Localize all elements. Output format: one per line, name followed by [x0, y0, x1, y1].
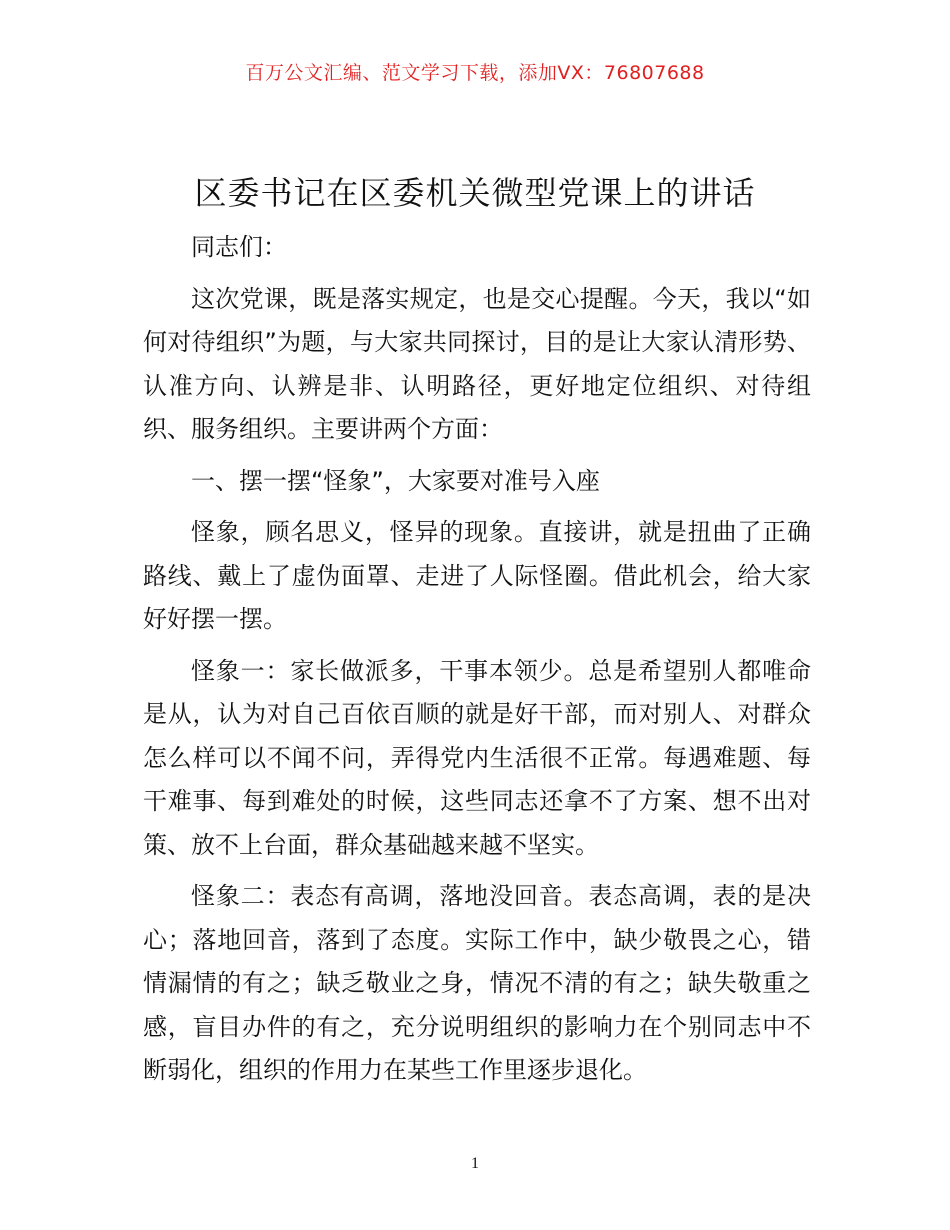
body-paragraph: 怪象二：表态有高调，落地没回音。表态高调，表的是决心；落地回音，落到了态度。实际工作中，缺少敬畏之心，错情漏情的有之；缺乏敬业之身，情况不清的有之；缺失敬重之感，盲目办件的有之，充分说明组织的影响力在个别同志中不断弱化，组织的作用力在某些工作里逐步退化。	[143, 882, 811, 1084]
document-body	[143, 226, 811, 1101]
watermark-header: 百万公文汇编、范文学习下载，添加VX：76807688	[245, 62, 705, 84]
section-heading-1: 一、摆一摆“怪象”，大家要对准号入座	[191, 466, 600, 495]
document-title: 区委书记在区委机关微型党课上的讲话	[194, 174, 756, 212]
body-paragraph: 怪象一：家长做派多，干事本领少。总是希望别人都唯命是从，认为对自己百依百顺的就是好干部，而对别人、对群众怎么样可以不闻不问，弄得党内生活很不正常。每遇难题、每干难事、每到难处的时候，这些同志还拿不了方案、想不出对策、放不上台面，群众基础越来越不坚实。	[143, 656, 811, 859]
page-number: 1	[471, 1155, 479, 1172]
body-paragraph: 怪象，顾名思义，怪异的现象。直接讲，就是扭曲了正确路线、戴上了虚伪面罩、走进了人际怪圈。借此机会，给大家好好摆一摆。	[143, 518, 811, 633]
intro-paragraph: 这次党课，既是落实规定，也是交心提醒。今天，我以“如何对待组织”为题，与大家共同探讨，目的是让大家认清形势、认准方向、认辨是非、认明路径，更好地定位组织、对待组织、服务组织。主要讲两个方面：	[143, 284, 811, 443]
salutation-paragraph: 同志们：	[191, 233, 287, 261]
